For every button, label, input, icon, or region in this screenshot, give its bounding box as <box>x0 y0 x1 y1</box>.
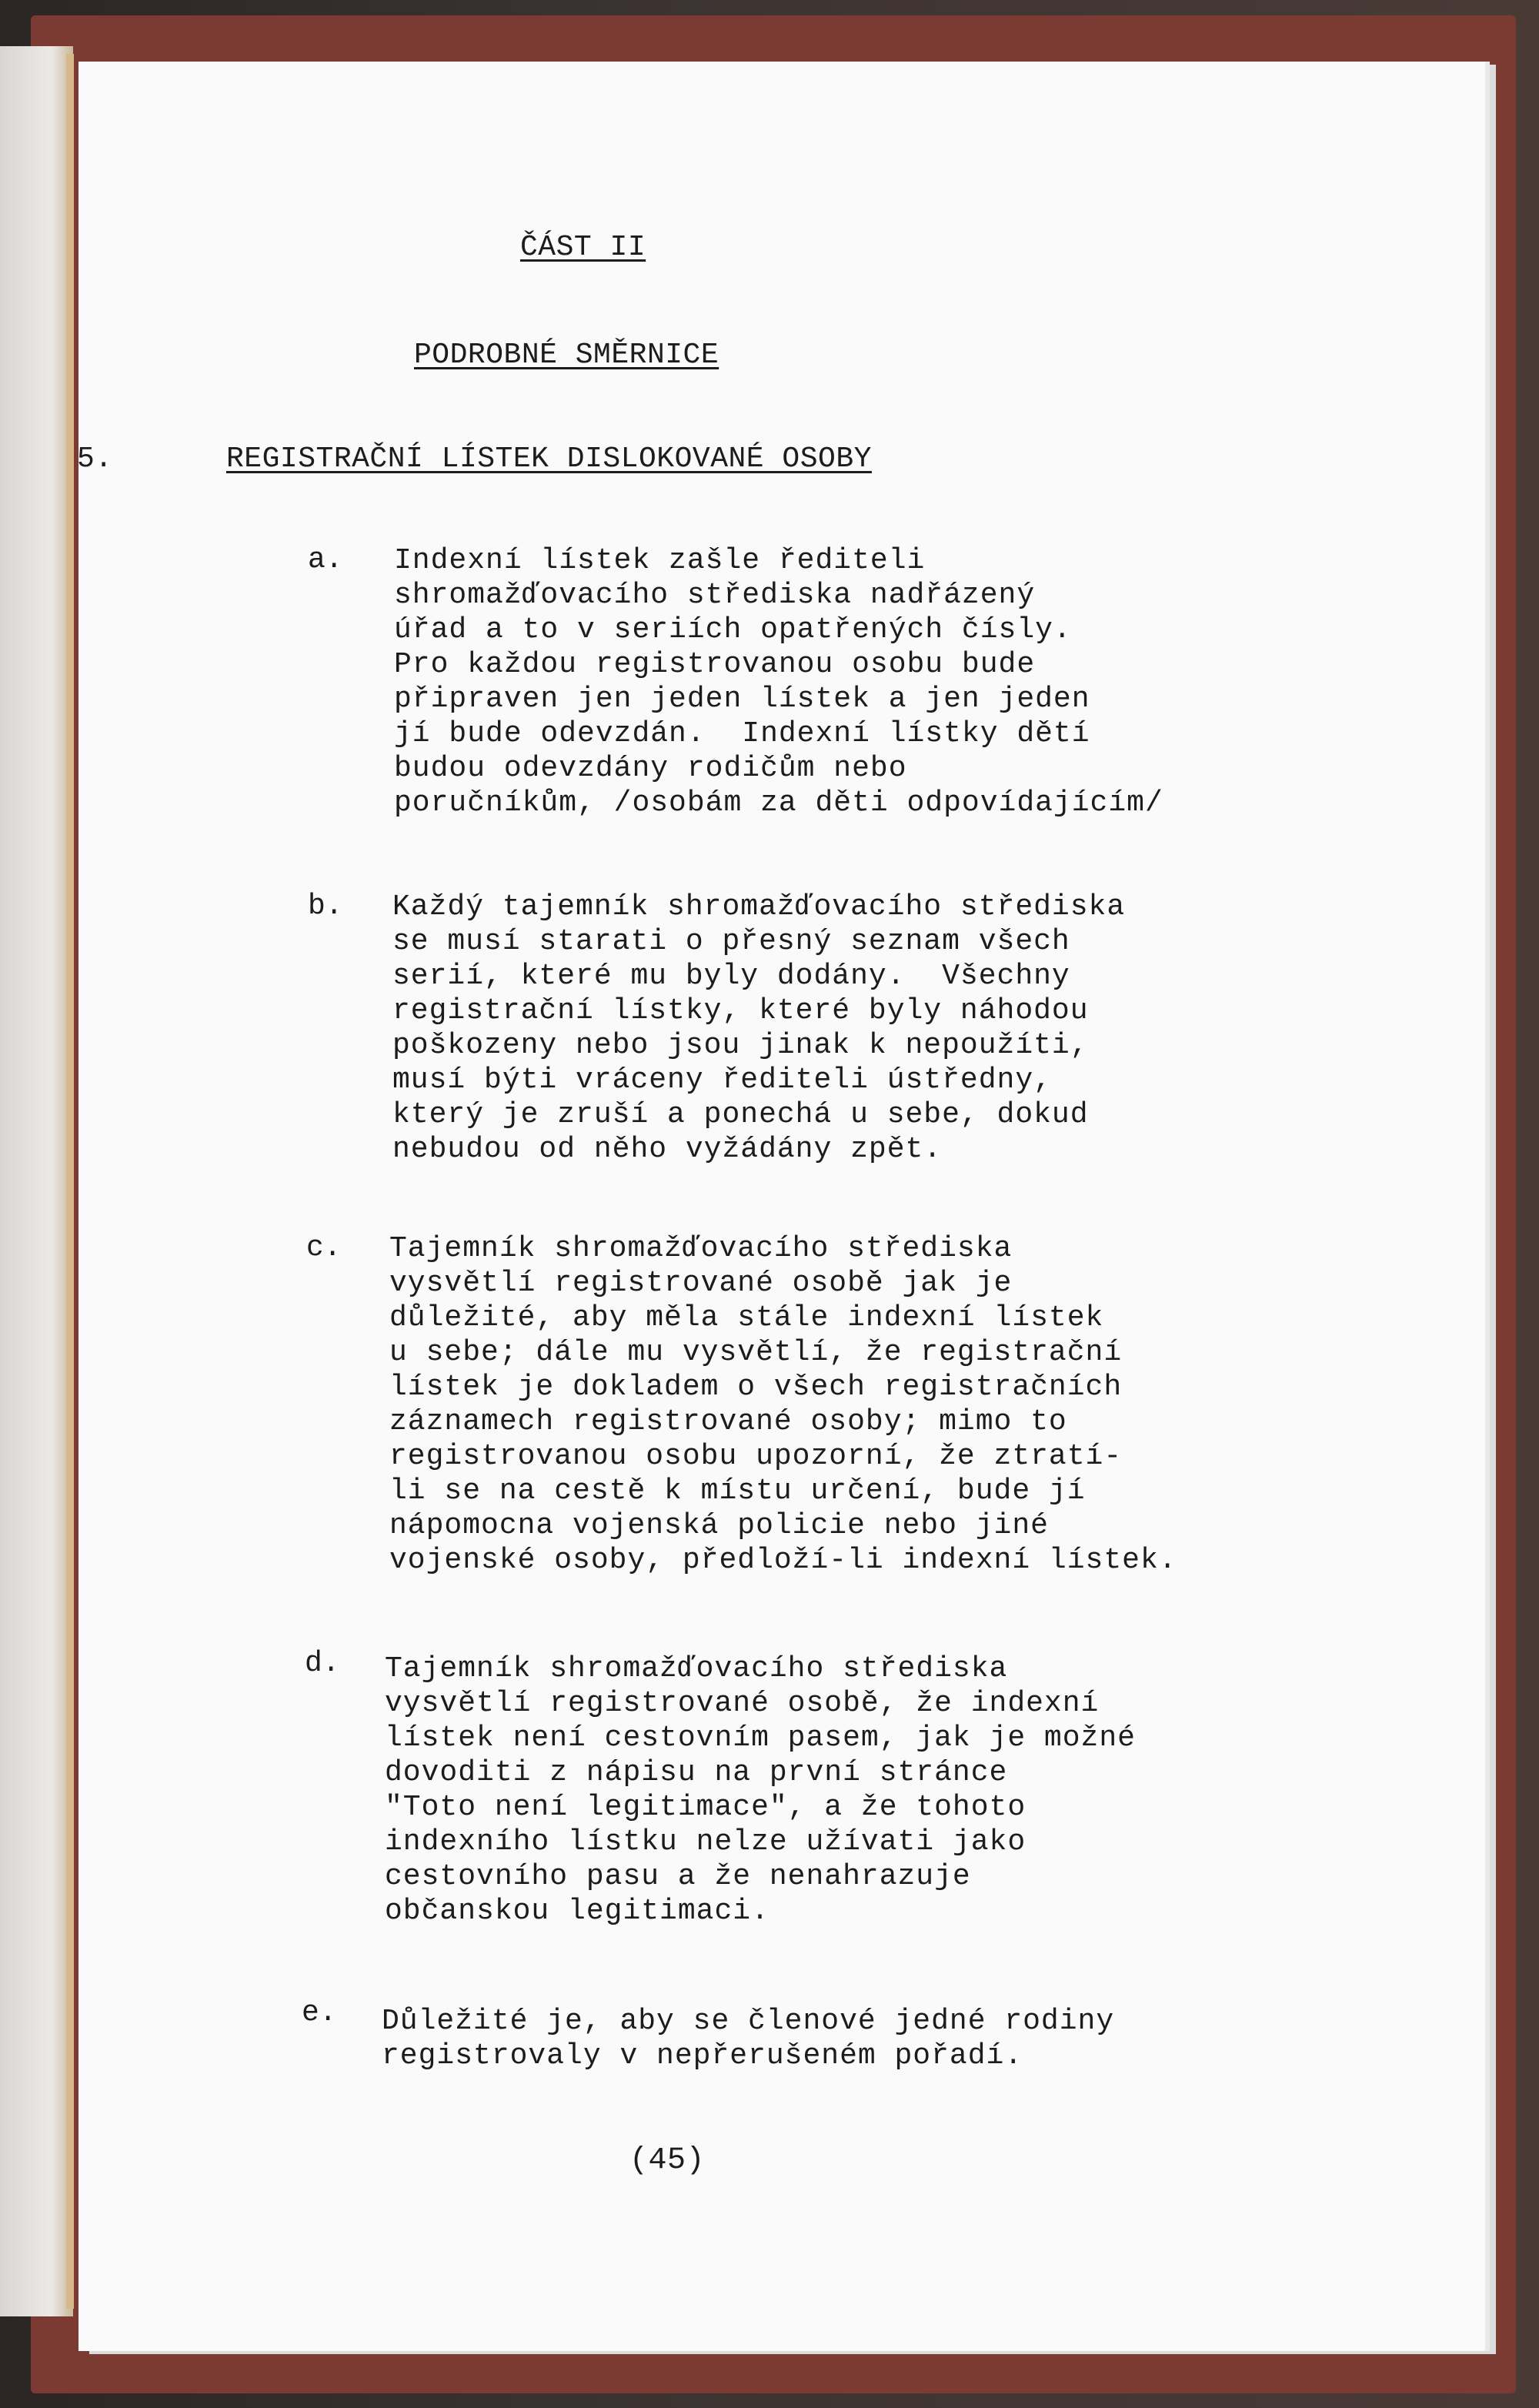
paragraph-line: "Toto není legitimace", a že tohoto <box>385 1791 1027 1824</box>
paragraph-line: který je zruší a ponechá u sebe, dokud <box>392 1098 1089 1131</box>
paragraph-d-letter: d. <box>305 1647 340 1680</box>
paragraph-line: poškozeny nebo jsou jinak k nepoužíti, <box>392 1029 1089 1062</box>
paragraph-line: li se na cestě k místu určení, bude jí <box>389 1475 1086 1508</box>
paragraph-line: Pro každou registrovanou osobu bude <box>394 648 1036 681</box>
paragraph-line: registrační lístky, které byly náhodou <box>392 994 1089 1027</box>
paragraph-e <box>382 2004 1114 2073</box>
section-title: PODROBNÉ SMĚRNICE <box>414 339 719 372</box>
paragraph-b <box>392 890 1125 1167</box>
paragraph-line: Důležité je, aby se členové jedné rodiny <box>382 2005 1115 2038</box>
paragraph-line: důležité, aby měla stále indexní lístek <box>389 1301 1104 1334</box>
paragraph-line: záznamech registrované osoby; mimo to <box>389 1405 1067 1438</box>
paragraph-line: Indexní lístek zašle řediteli <box>394 544 926 577</box>
paragraph-line: shromažďovacího střediska nadřázený <box>394 579 1036 612</box>
part-title: ČÁST II <box>520 231 646 264</box>
paragraph-a-letter: a. <box>308 543 343 576</box>
left-page-edge <box>0 46 73 2316</box>
paragraph-line: Tajemník shromažďovacího střediska <box>385 1652 1008 1685</box>
paragraph-line: lístek není cestovním pasem, jak je možné <box>385 1722 1136 1755</box>
paragraph-c <box>389 1231 1177 1578</box>
paragraph-line: poručníkům, /osobám za děti odpovídajícím/ <box>394 787 1163 820</box>
paragraph-line: vysvětlí registrované osobě jak je <box>389 1267 1013 1300</box>
paragraph-line: musí býti vráceny řediteli ústředny, <box>392 1064 1052 1097</box>
paragraph-line: občanskou legitimaci. <box>385 1895 770 1928</box>
paragraph-b-letter: b. <box>308 890 343 923</box>
paragraph-line: vysvětlí registrované osobě, že indexní <box>385 1687 1100 1720</box>
paragraph-line: budou odevzdány rodičům nebo <box>394 752 907 785</box>
paragraph-line: registrovanou osobu upozorní, že ztratí- <box>389 1440 1123 1473</box>
paragraph-line: lístek je dokladem o všech registračních <box>389 1371 1123 1404</box>
paragraph-line: Každý tajemník shromažďovacího střediska <box>392 890 1126 923</box>
page-number: (45) <box>629 2143 706 2178</box>
paragraph-line: připraven jen jeden lístek a jen jeden <box>394 683 1090 716</box>
paragraph-line: vojenské osoby, předloží-li indexní lístek. <box>389 1544 1177 1577</box>
paragraph-a <box>394 543 1163 820</box>
paragraph-line: serií, které mu byly dodány. Všechny <box>392 960 1070 993</box>
paragraph-line: úřad a to v seriích opatřených čísly. <box>394 613 1072 646</box>
paragraph-c-letter: c. <box>306 1231 342 1264</box>
paragraph-line: cestovního pasu a že nenahrazuje <box>385 1860 971 1893</box>
paragraph-line: nebudou od něho vyžádány zpět. <box>392 1133 943 1166</box>
item-title: REGISTRAČNÍ LÍSTEK DISLOKOVANÉ OSOBY <box>226 443 872 476</box>
item-number: 5. <box>77 443 113 476</box>
paragraph-d <box>385 1652 1136 1929</box>
paragraph-line: u sebe; dále mu vysvětlí, že registrační <box>389 1336 1123 1369</box>
paragraph-e-letter: e. <box>302 1996 337 2029</box>
paragraph-line: indexního lístku nelze užívati jako <box>385 1825 1027 1859</box>
paragraph-line: nápomocna vojenská policie nebo jiné <box>389 1509 1049 1542</box>
paragraph-line: dovoditi z nápisu na první stránce <box>385 1756 1008 1789</box>
paragraph-line: Tajemník shromažďovacího střediska <box>389 1232 1013 1265</box>
paragraph-line: registrovaly v nepřerušeném pořadí. <box>382 2039 1023 2072</box>
page-gilt-edge <box>66 54 74 2309</box>
paragraph-line: jí bude odevzdán. Indexní lístky dětí <box>394 717 1090 750</box>
paragraph-line: se musí starati o přesný seznam všech <box>392 925 1070 958</box>
